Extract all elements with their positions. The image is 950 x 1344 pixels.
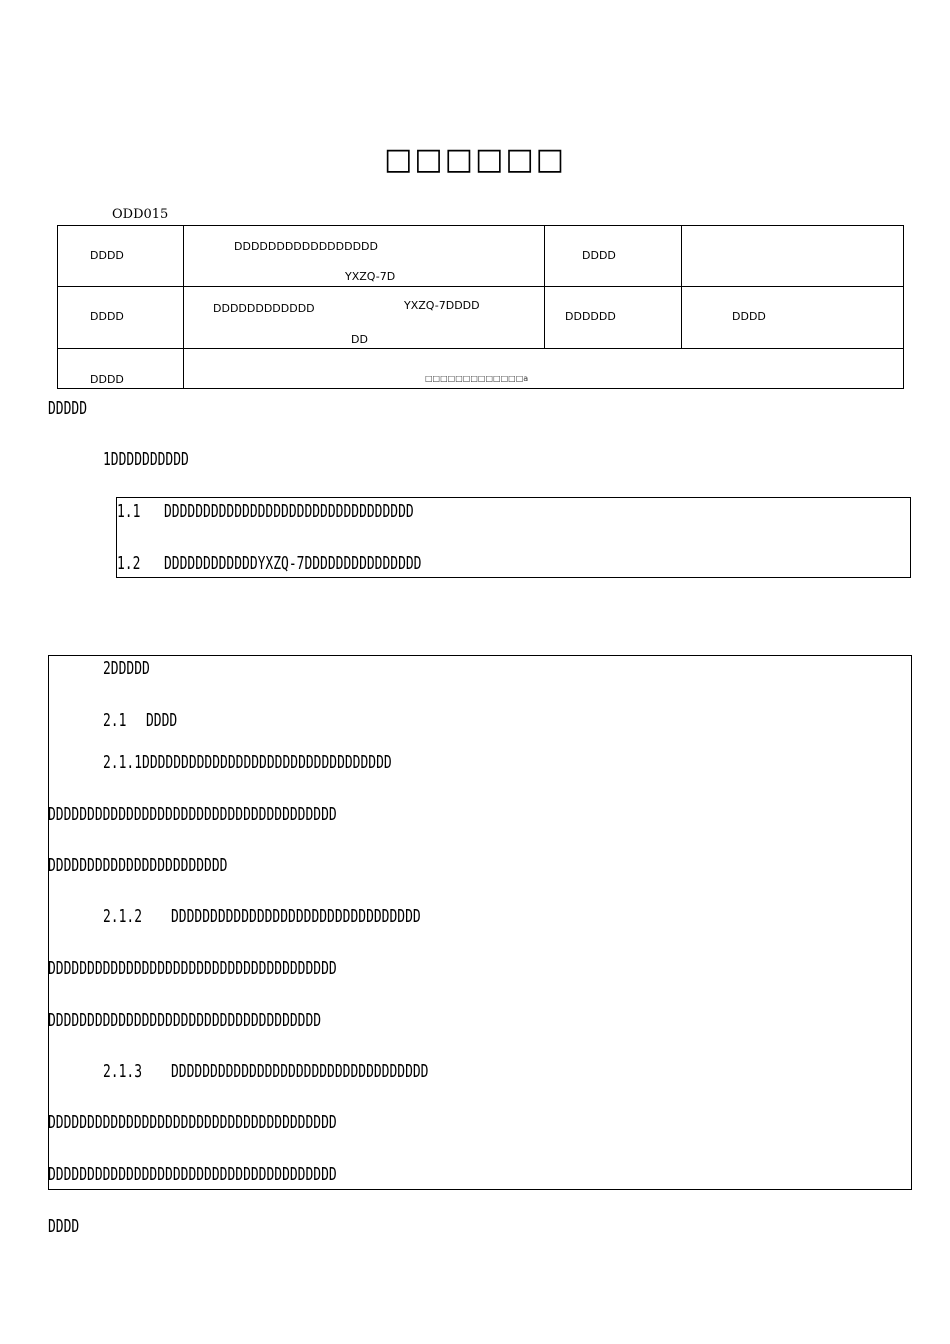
item-2-1-1: 2.1.1DDDDDDDDDDDDDDDDDDDDDDDDDDDDDDDD (103, 752, 392, 773)
section-1-title: 1DDDDDDDDDD (103, 449, 189, 470)
item-1-1-number: 1.1 (117, 501, 141, 522)
header-cell (545, 287, 682, 349)
header-value: YXZQ-7D (345, 270, 396, 283)
item-1-2-text: DDDDDDDDDDDDYXZQ-7DDDDDDDDDDDDDDD (164, 553, 422, 574)
header-value: □□□□□□□□□□□□□a (425, 374, 529, 383)
paragraph-line: DDDDDDDDDDDDDDDDDDDDDDDDDDDDDDDDDDD (48, 1010, 322, 1031)
header-cell (184, 349, 904, 389)
item-2-1-3-text: DDDDDDDDDDDDDDDDDDDDDDDDDDDDDDDDD (171, 1061, 429, 1082)
header-value: YXZQ-7DDDD (404, 299, 480, 312)
footer-text: DDDD (48, 1216, 80, 1237)
paragraph-line: DDDDDDDDDDDDDDDDDDDDDDDDDDDDDDDDDDDDD (48, 958, 337, 979)
document-number: ODD015 (112, 207, 169, 222)
header-value: DDDDDDDDDDDDDDDDD (234, 240, 378, 253)
header-cell (58, 349, 184, 389)
header-label: DDDDDD (565, 310, 616, 323)
paragraph-line: DDDDDDDDDDDDDDDDDDDDDDDDDDDDDDDDDDDDD (48, 1164, 337, 1185)
item-2-1-text: DDDD (146, 710, 178, 731)
section-2-title: 2DDDDD (103, 658, 150, 679)
header-cell (545, 226, 682, 287)
header-label: DDDD (90, 249, 124, 262)
header-label: DDDD (582, 249, 616, 262)
header-value: DDDDDDDDDDDD (213, 302, 315, 315)
paragraph-line: DDDDDDDDDDDDDDDDDDDDDDDDDDDDDDDDDDDDD (48, 804, 337, 825)
header-cell (58, 226, 184, 287)
item-2-1-number: 2.1 (103, 710, 127, 731)
document-title: □□□□□□ (383, 142, 567, 177)
header-value: DDDD (732, 310, 766, 323)
header-cell (682, 226, 904, 287)
item-2-1-2-number: 2.1.2 (103, 906, 143, 927)
paragraph-line: DDDDDDDDDDDDDDDDDDDDDDD (48, 855, 228, 876)
header-cell (682, 287, 904, 349)
item-2-1-3-number: 2.1.3 (103, 1061, 143, 1082)
header-label: DDDD (90, 373, 124, 386)
item-1-1-text: DDDDDDDDDDDDDDDDDDDDDDDDDDDDDDDD (164, 501, 414, 522)
item-1-2-number: 1.2 (117, 553, 141, 574)
header-cell (184, 226, 545, 287)
paragraph-line: DDDDDDDDDDDDDDDDDDDDDDDDDDDDDDDDDDDDD (48, 1112, 337, 1133)
header-label: DDDD (90, 310, 124, 323)
header-cell (58, 287, 184, 349)
header-value: DD (351, 333, 368, 346)
section-heading: DDDDD (48, 398, 88, 419)
header-info-table (57, 225, 904, 389)
header-cell (184, 287, 545, 349)
item-2-1-2-text: DDDDDDDDDDDDDDDDDDDDDDDDDDDDDDDD (171, 906, 421, 927)
